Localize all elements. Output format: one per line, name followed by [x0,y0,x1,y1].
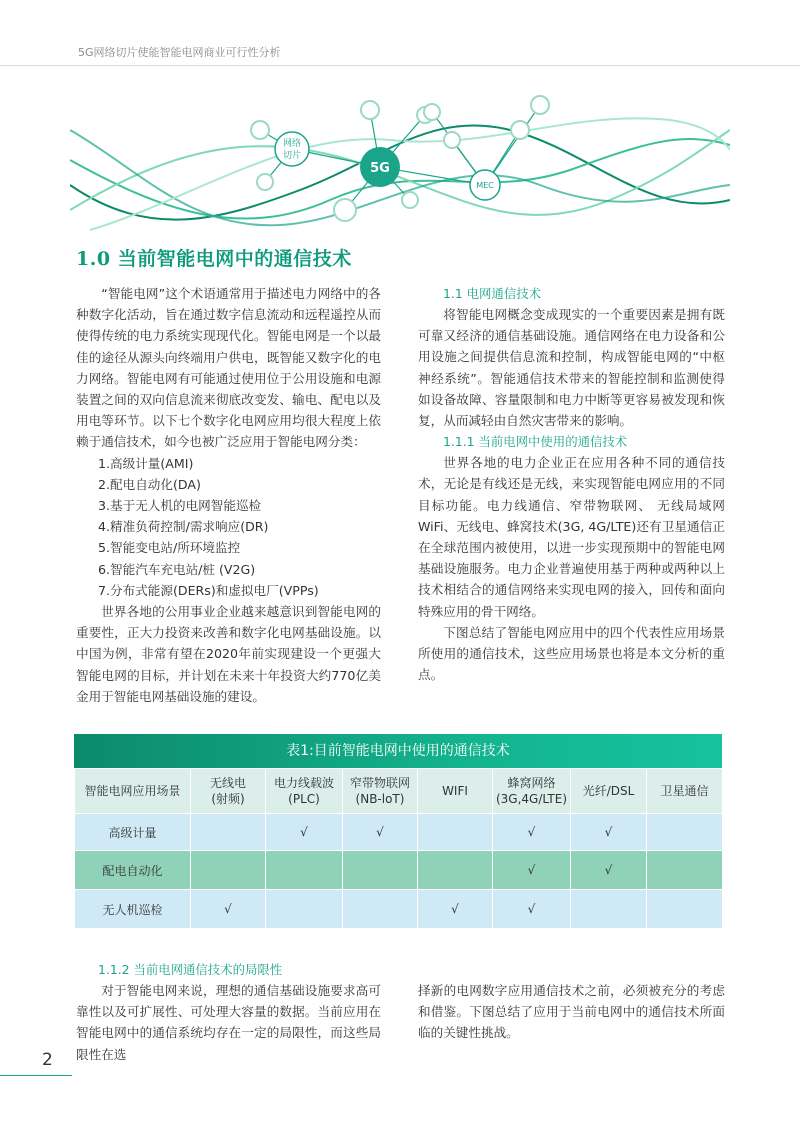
investment-paragraph: 世界各地的公用事业企业越来越意识到智能电网的重要性，正大力投资来改善和数字化电网基础设施。以中国为例，非常有望在2020年前实现建设一个更强大智能电网的目标，并计划在未来十年投资大约770亿美金用于智能电网基础设施的建设。 [76,604,381,704]
table-cell [647,851,723,890]
table-cell: √ [418,890,493,929]
header-cell: WIFI [418,769,493,814]
header-cell: 无线电 (射频) [191,769,266,814]
header-cell: 智能电网应用场景 [75,769,191,814]
table-cell: √ [493,814,571,851]
bottom-left-column [76,959,381,1065]
table-cell [266,851,343,890]
wave-line [90,118,730,230]
table-cell [191,851,266,890]
table-cell: √ [571,851,647,890]
list-item: 2.配电自动化(DA) [98,476,201,492]
table-cell [647,890,723,929]
running-header: 5G网络切片使能智能电网商业可行性分析 [78,46,281,59]
row-label: 配电自动化 [75,851,191,890]
header-cell: 卫星通信 [647,769,723,814]
paragraph: 择新的电网数字应用通信技术之前，必须被充分的考虑和借鉴。下图总结了应用于当前电网中的通信技术所面临的关键性挑战。 [418,983,725,1041]
row-label: 高级计量 [75,814,191,851]
table-cell [647,814,723,851]
subsection-heading: 1.1.2 当前电网通信技术的局限性 [98,962,283,977]
header-cell: 窄带物联网 (NB-loT) [343,769,418,814]
wave-line [70,139,730,219]
table-cell [343,851,418,890]
list-item: 6.智能汽车充电站/桩 (V2G) [98,561,256,577]
network-banner [70,90,730,240]
section-heading: 当前智能电网中的通信技术 [117,248,352,270]
slice-label-1: 网络 [282,139,302,149]
list-item: 1.高级计量(AMI) [98,455,194,471]
row-label: 无人机巡检 [75,890,191,929]
table-row [75,851,723,890]
subsection-heading: 1.1 电网通信技术 [443,286,541,301]
list-item: 5.智能变电站/所环境监控 [98,540,241,556]
5g-label: 5G [370,161,390,176]
right-column [418,283,725,685]
table-header-row [75,769,723,814]
left-column [76,283,381,707]
section-number: 1.0 [76,248,111,270]
paragraph: 世界各地的电力企业正在应用各种不同的通信技术，无论是有线还是无线，来实现智能电网应用的不同目标功能。电力线通信、窄带物联网、 无线局域网WiFi、无线电、蜂窝技术(3G, 4G/LTE)还有卫星通信正在全球范围内被使用，以进一步实现预期中的智能电网基础设施服务。电力企业普遍使用基于两种或两种以上技术相结合的通信网络来实现电网的接入，回传和面向特殊应用的骨干网络。 [418,455,725,619]
table-cell: √ [493,890,571,929]
list-item: 3.基于无人机的电网智能巡检 [98,498,262,514]
table-cell [343,890,418,929]
bottom-right-column [418,980,725,1044]
table-cell: √ [493,851,571,890]
table-cell [418,814,493,851]
table-cell: √ [343,814,418,851]
paragraph: 将智能电网概念变成现实的一个重要因素是拥有既可靠又经济的通信基础设施。通信网络在电力设备和公用设施之间提供信息流和控制，构成智能电网的“中枢神经系统”。智能通信技术带来的智能控制和监测使得如设备故障、容量限制和电力中断等更容易被发现和恢复，从而减轻由自然灾害带来的影响。 [418,307,725,429]
table-row [75,814,723,851]
header-cell: 蜂窝网络 (3G,4G/LTE) [493,769,571,814]
table-cell [266,890,343,929]
table-cell: √ [571,814,647,851]
header-cell: 电力线载波 (PLC) [266,769,343,814]
comm-tech-table [74,734,722,929]
table-cell [418,851,493,890]
section-title [76,244,352,271]
paragraph: 对于智能电网来说，理想的通信基础设施要求高可靠性以及可扩展性、可处理大容量的数据。当前应用在智能电网中的通信系统均存在一定的局限性，而这些局限性在选 [76,983,381,1062]
list-item: 4.精准负荷控制/需求响应(DR) [98,519,269,535]
header-divider [0,65,800,66]
table-cell: √ [191,890,266,929]
page-number: 2 [42,1050,53,1070]
footer-divider [0,1075,72,1076]
table-title: 表1:目前智能电网中使用的通信技术 [74,734,722,768]
subsection-heading: 1.1.1 当前电网中使用的通信技术 [443,434,628,450]
table-grid [74,768,723,929]
list-item: 7.分布式能源(DERs)和虚拟电厂(VPPs) [98,582,319,598]
slice-label-2: 切片 [282,151,302,161]
table-cell [191,814,266,851]
mec-label: MEC [476,181,494,190]
header-cell: 光纤/DSL [571,769,647,814]
paragraph: 下图总结了智能电网应用中的四个代表性应用场景所使用的通信技术，这些应用场景也将是本文分析的重点。 [418,624,725,683]
table-cell: √ [266,814,343,851]
table-row [75,890,723,929]
intro-paragraph: “智能电网”这个术语通常用于描述电力网络中的各种数字化活动，旨在通过数字信息流动和远程遥控从而使得传统的电力系统实现现代化。智能电网是一个以最佳的途径从源头向终端用户供电，既智能又数字化的电力网络。智能电网有可能通过使用位于公用设施和电源装置之间的双向信息流来彻底改变发、输电、配电以及用电等环节。以下七个数字化电网应用均很大程度上依赖于通信技术，如今也被广泛应用于智能电网分类： [76,286,381,450]
table-cell [571,890,647,929]
